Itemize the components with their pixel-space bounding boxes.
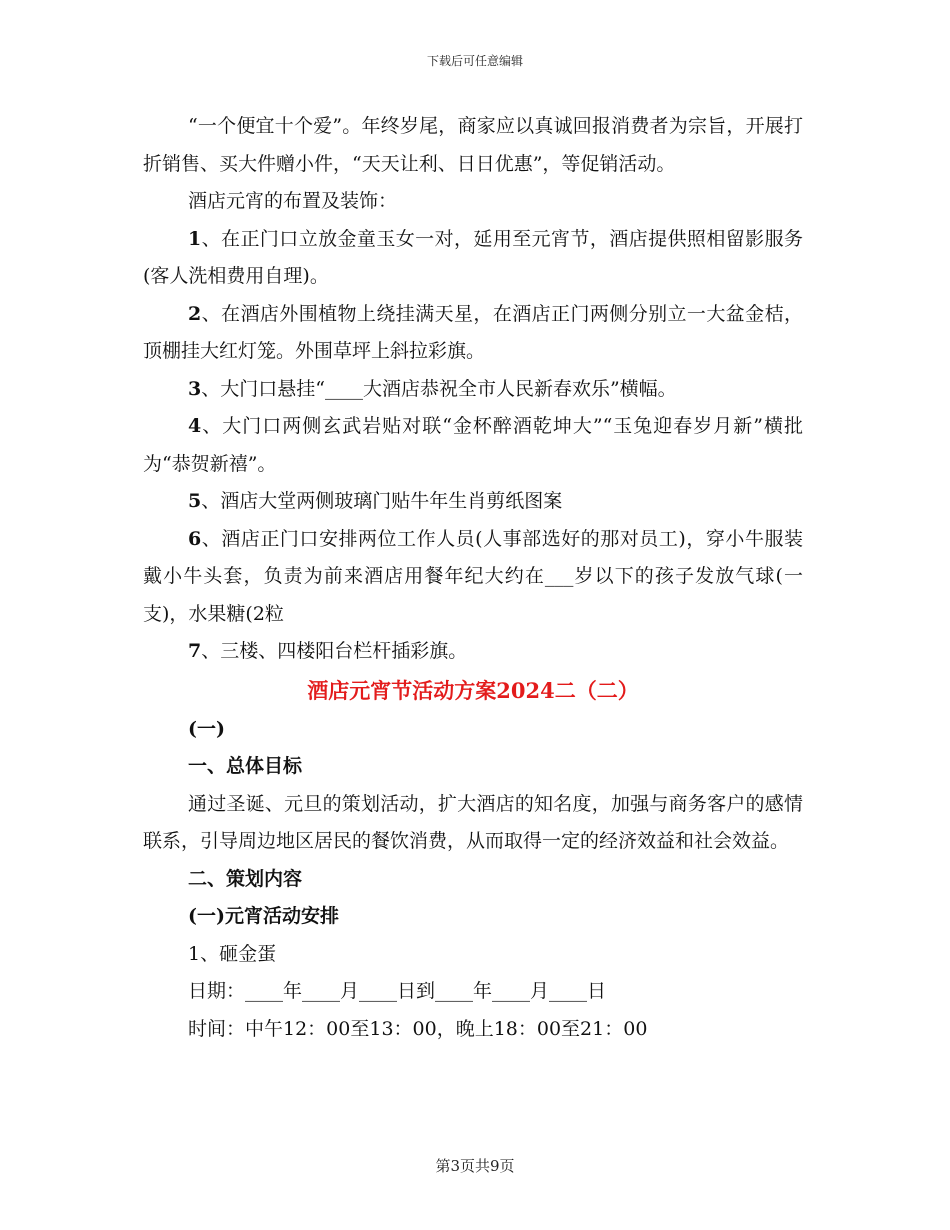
list-item-text: 、在酒店外围植物上绕挂满天星，在酒店正门两侧分别立一大盆金桔，顶棚挂大红灯笼。外围草坪上斜拉彩旗。: [143, 302, 803, 362]
page-footer: 第3页共9页: [435, 1157, 515, 1175]
list-item-number: 6: [188, 527, 202, 550]
list-item-text: 、酒店正门口安排两位工作人员(人事部选好的那对员工)，穿小牛服装戴小牛头套，负责为前来酒店用餐年纪大约在___岁以下的孩子发放气球(一支)，水果糖(2粒: [143, 527, 803, 625]
list-item-text: 、酒店大堂两侧玻璃门贴牛年生肖剪纸图案: [201, 490, 563, 512]
list-item: [143, 483, 803, 521]
list-item: [143, 221, 803, 296]
paragraph-date: 日期：____年____月____日到____年____月____日: [188, 980, 607, 1002]
list-item-number: 5: [188, 490, 202, 512]
list-item-number: 4: [188, 415, 202, 437]
list-item: [143, 296, 803, 371]
list-item-text: 、在正门口立放金童玉女一对，延用至元宵节，酒店提供照相留影服务(客人洗相费用自理)。: [143, 227, 803, 287]
list-item-text: 、大门口两侧玄武岩贴对联“金杯醉酒乾坤大”“玉兔迎春岁月新”横批为“恭贺新禧”。: [143, 415, 803, 475]
paragraph-decoration-intro: 酒店元宵的布置及装饰：: [188, 190, 398, 212]
list-item: [143, 633, 803, 671]
list-item-number: 2: [188, 302, 202, 325]
paragraph-time: 时间：中午12：00至13：00，晚上18：00至21：00: [188, 1017, 648, 1040]
section-heading: 一、总体目标: [188, 755, 303, 777]
paragraph-activity: 1、砸金蛋: [188, 942, 277, 965]
list-item-number: 1: [188, 227, 202, 250]
section-heading: (一)元宵活动安排: [188, 905, 339, 927]
paragraph-goal: 通过圣诞、元旦的策划活动，扩大酒店的知名度，加强与商务客户的感情联系，引导周边地区居民的餐饮消费，从而取得一定的经济效益和社会效益。: [143, 792, 803, 852]
list-item-text: 、大门口悬挂“____大酒店恭祝全市人民新春欢乐”横幅。: [201, 377, 677, 400]
document-body: [143, 108, 803, 1048]
section-heading: 二、策划内容: [188, 867, 303, 890]
list-item-number: 7: [188, 640, 202, 662]
section-heading: (一): [188, 717, 225, 740]
list-item: [143, 371, 803, 409]
list-item-number: 3: [188, 377, 202, 400]
list-item-text: 、三楼、四楼阳台栏杆插彩旗。: [201, 640, 468, 662]
page-header: 下载后可任意编辑: [426, 54, 523, 68]
section-title: 酒店元宵节活动方案2024二（二）: [307, 677, 639, 703]
list-item: [143, 408, 803, 483]
list-item: [143, 521, 803, 634]
paragraph-promotion: “一个便宜十个爱”。年终岁尾，商家应以真诚回报消费者为宗旨，开展打折销售、买大件赠小件，“天天让利、日日优惠”，等促销活动。: [143, 115, 803, 175]
